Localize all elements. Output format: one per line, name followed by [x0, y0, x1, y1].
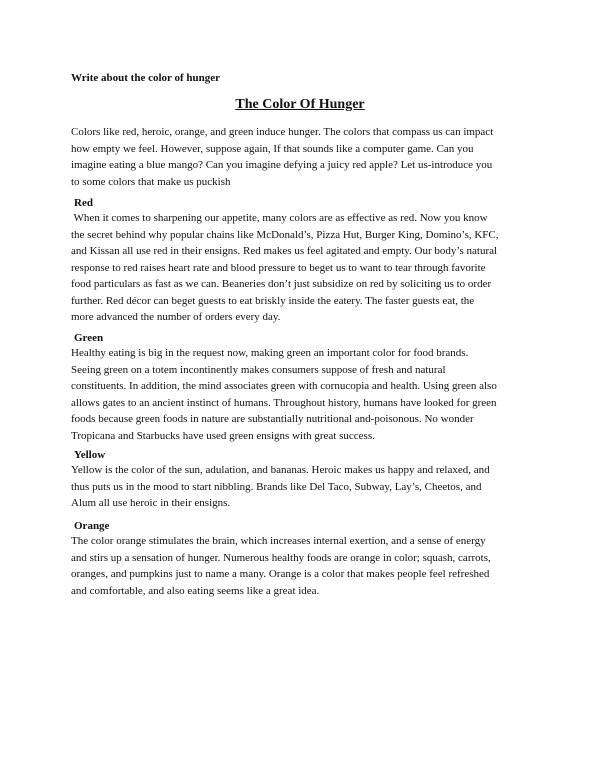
- paragraph-line: to some colors that make us puckish: [71, 175, 231, 188]
- paragraph-line: and comfortable, and also eating seems like a great idea.: [71, 584, 320, 597]
- section-paragraph-yellow: [71, 462, 541, 512]
- section-heading-yellow: Yellow: [74, 449, 106, 461]
- section-paragraph-red: [71, 210, 541, 326]
- paragraph-line: food particulars as fast as we can. Beaneries don’t just subsidize on red by soliciting us to order: [71, 278, 492, 290]
- paragraph-line: more advanced the number of orders every day.: [71, 311, 281, 323]
- paragraph-line: Colors like red, heroic, orange, and green induce hunger. The colors that compass us can impact: [71, 126, 494, 138]
- section-paragraph-green: [71, 345, 541, 444]
- paragraph-line: and Kissan all use red in their ensigns. Red makes us feel agitated and empty. Our body’s natural: [71, 245, 498, 257]
- paragraph-line: Seeing green on a totem incontinently makes consumers suppose of fresh and natural: [71, 363, 446, 376]
- paragraph-line: foods because green foods in nature are substantially nutritional and-poisonous. No wonder: [71, 413, 474, 425]
- assignment-prompt: Write about the color of hunger: [71, 72, 220, 84]
- paragraph-line: the secret behind why popular chains like McDonald’s, Pizza Hut, Burger King, Domino’s, KFC,: [71, 228, 499, 241]
- paragraph-line: Yellow is the color of the sun, adulation, and bananas. Heroic makes us happy and relaxed, and: [71, 464, 490, 476]
- paragraph-line: Alum all use heroic in their ensigns.: [71, 497, 231, 509]
- section-heading-red: Red: [74, 197, 93, 209]
- paragraph-line: allows gates to an ancient instinct of humans. Throughout history, humans have looked for green: [71, 396, 497, 409]
- paragraph-line: how empty we feel. However, suppose again, If that sounds like a computer game. Can you: [71, 142, 474, 155]
- paragraph-line: constituents. In addition, the mind associates green with cornucopia and health. Using green also: [71, 380, 497, 392]
- paragraph-line: thus puts us in the mood to start nibbling. Brands like Del Taco, Subway, Lay’s, Cheetos, and: [71, 480, 482, 493]
- paragraph-line: further. Red décor can beget guests to eat briskly inside the eatery. The faster guests eat, the: [71, 294, 475, 307]
- paragraph-line: Healthy eating is big in the request now, making green an important color for food brands.: [71, 347, 469, 359]
- paragraph-line: response to red raises heart rate and blood pressure to beget us to want to tear through favorite: [71, 261, 486, 274]
- section-paragraph-orange: [71, 533, 541, 599]
- paragraph-line: and stirs up a sensation of hunger. Numerous healthy foods are orange in color; squash, carrots,: [71, 551, 491, 564]
- section-heading-orange: Orange: [74, 520, 110, 532]
- section-heading-green: Green: [74, 332, 104, 344]
- paragraph-line: oranges, and pumpkins just to name a many. Orange is a color that makes people feel refreshed: [71, 568, 490, 580]
- intro-paragraph: [71, 124, 541, 190]
- paragraph-line: Tropicana and Starbucks have used green ensigns with great success.: [71, 429, 375, 442]
- paragraph-line: When it comes to sharpening our appetite, many colors are as effective as red. Now you know: [71, 212, 488, 224]
- document-title: The Color Of Hunger: [235, 97, 365, 112]
- paragraph-line: The color orange stimulates the brain, which increases internal exertion, and a sense of energy: [71, 535, 486, 547]
- paragraph-line: imagine eating a blue mango? Can you imagine defying a juicy red apple? Let us-introduce you: [71, 159, 493, 171]
